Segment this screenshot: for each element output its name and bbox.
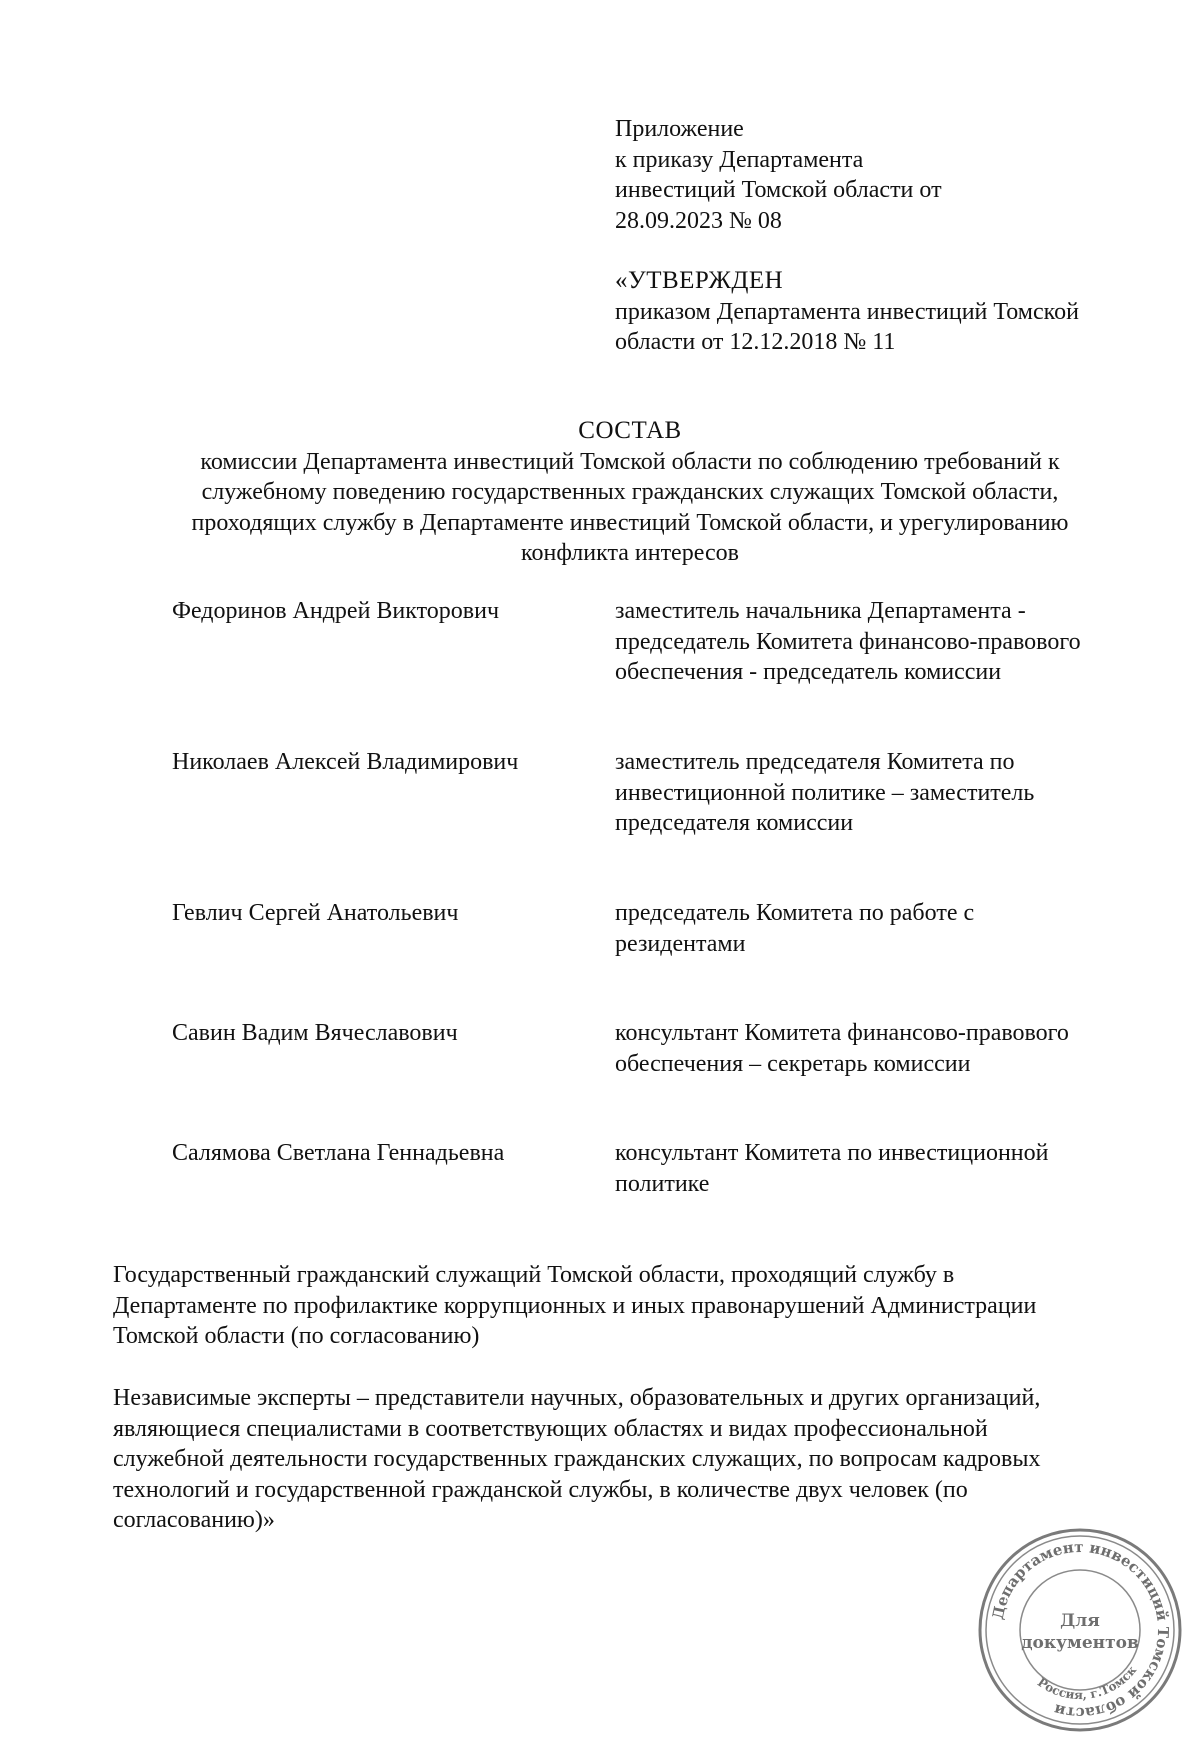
member-name: Гевлич Сергей Анатольевич — [172, 900, 459, 926]
member-name: Федоринов Андрей Викторович — [172, 598, 500, 624]
paragraph-line: служебной деятельности государственных гражданских служащих, по вопросам кадровых — [113, 1446, 1041, 1472]
member-role-line: председатель Комитета по работе с — [615, 900, 975, 926]
document-heading: СОСТАВ — [578, 417, 682, 444]
appendix-reference — [615, 114, 1135, 236]
paragraph-line: Томской области (по согласованию) — [113, 1323, 480, 1349]
document-subtitle-line: проходящих службу в Департаменте инвестиций Томской области, и урегулированию — [191, 509, 1069, 536]
paragraph-line: Департаменте по профилактике коррупционных и иных правонарушений Администрации — [113, 1292, 1037, 1319]
stamp-center-line: документов — [1021, 1633, 1139, 1653]
approval-line: приказом Департамента инвестиций Томской — [615, 298, 1079, 325]
stamp-center-line: Для — [1060, 1611, 1100, 1631]
civil-servant-paragraph — [113, 1260, 1148, 1352]
official-stamp — [975, 1525, 1185, 1735]
member-role-line: обеспечения – секретарь комиссии — [615, 1050, 971, 1077]
member-name: Николаев Алексей Владимирович — [172, 749, 519, 775]
member-role-line: председателя комиссии — [615, 810, 854, 836]
paragraph-line: являющиеся специалистами в соответствующих областях и видах профессиональной — [113, 1415, 988, 1442]
member-role-line: резидентами — [615, 930, 746, 957]
member-role — [615, 1018, 1135, 1079]
stamp-seal-icon — [975, 1525, 1185, 1735]
member-role-line: председатель Комитета финансово-правового — [615, 628, 1081, 655]
stamp-ring-text: Департамент инвестиций Томской области — [988, 1537, 1173, 1723]
document-subtitle-line: комиссии Департамента инвестиций Томской области по соблюдению требований к — [200, 448, 1060, 475]
document-title — [100, 416, 1160, 569]
appendix-line: Приложение — [615, 116, 744, 142]
appendix-line: 28.09.2023 № 08 — [615, 207, 782, 234]
appendix-line: инвестиций Томской области от — [615, 177, 942, 203]
paragraph-line: Государственный гражданский служащий Томской области, проходящий службу в — [113, 1262, 955, 1288]
document-subtitle-line: конфликта интересов — [521, 540, 739, 566]
member-role — [615, 747, 1135, 839]
approval-line: области от 12.12.2018 № 11 — [615, 329, 896, 355]
member-role — [615, 596, 1135, 688]
paragraph-line: согласованию)» — [113, 1507, 275, 1533]
approval-title: «УТВЕРЖДЕН — [615, 267, 784, 294]
member-role — [615, 898, 1135, 959]
member-name: Савин Вадим Вячеславович — [172, 1020, 458, 1046]
member-role-line: политике — [615, 1170, 710, 1197]
paragraph-line: Независимые эксперты – представители научных, образовательных и других организаций, — [113, 1385, 1041, 1411]
approval-block — [615, 266, 1175, 358]
member-role-line: заместитель начальника Департамента - — [615, 598, 1026, 624]
member-role-line: обеспечения - председатель комиссии — [615, 659, 1002, 685]
member-role — [615, 1138, 1135, 1199]
member-role-line: консультант Комитета финансово-правового — [615, 1020, 1069, 1046]
member-role-line: заместитель председателя Комитета по — [615, 749, 1015, 775]
paragraph-line: технологий и государственной гражданской службы, в количестве двух человек (по — [113, 1476, 968, 1503]
stamp-bottom-text: Россия, г.Томск — [1034, 1663, 1140, 1703]
appendix-line: к приказу Департамента — [615, 146, 864, 173]
document-subtitle-line: служебному поведению государственных гражданских служащих Томской области, — [201, 479, 1059, 505]
experts-paragraph — [113, 1383, 1148, 1536]
member-name: Салямова Светлана Геннадьевна — [172, 1140, 505, 1166]
member-role-line: инвестиционной политике – заместитель — [615, 779, 1035, 806]
member-role-line: консультант Комитета по инвестиционной — [615, 1140, 1049, 1166]
